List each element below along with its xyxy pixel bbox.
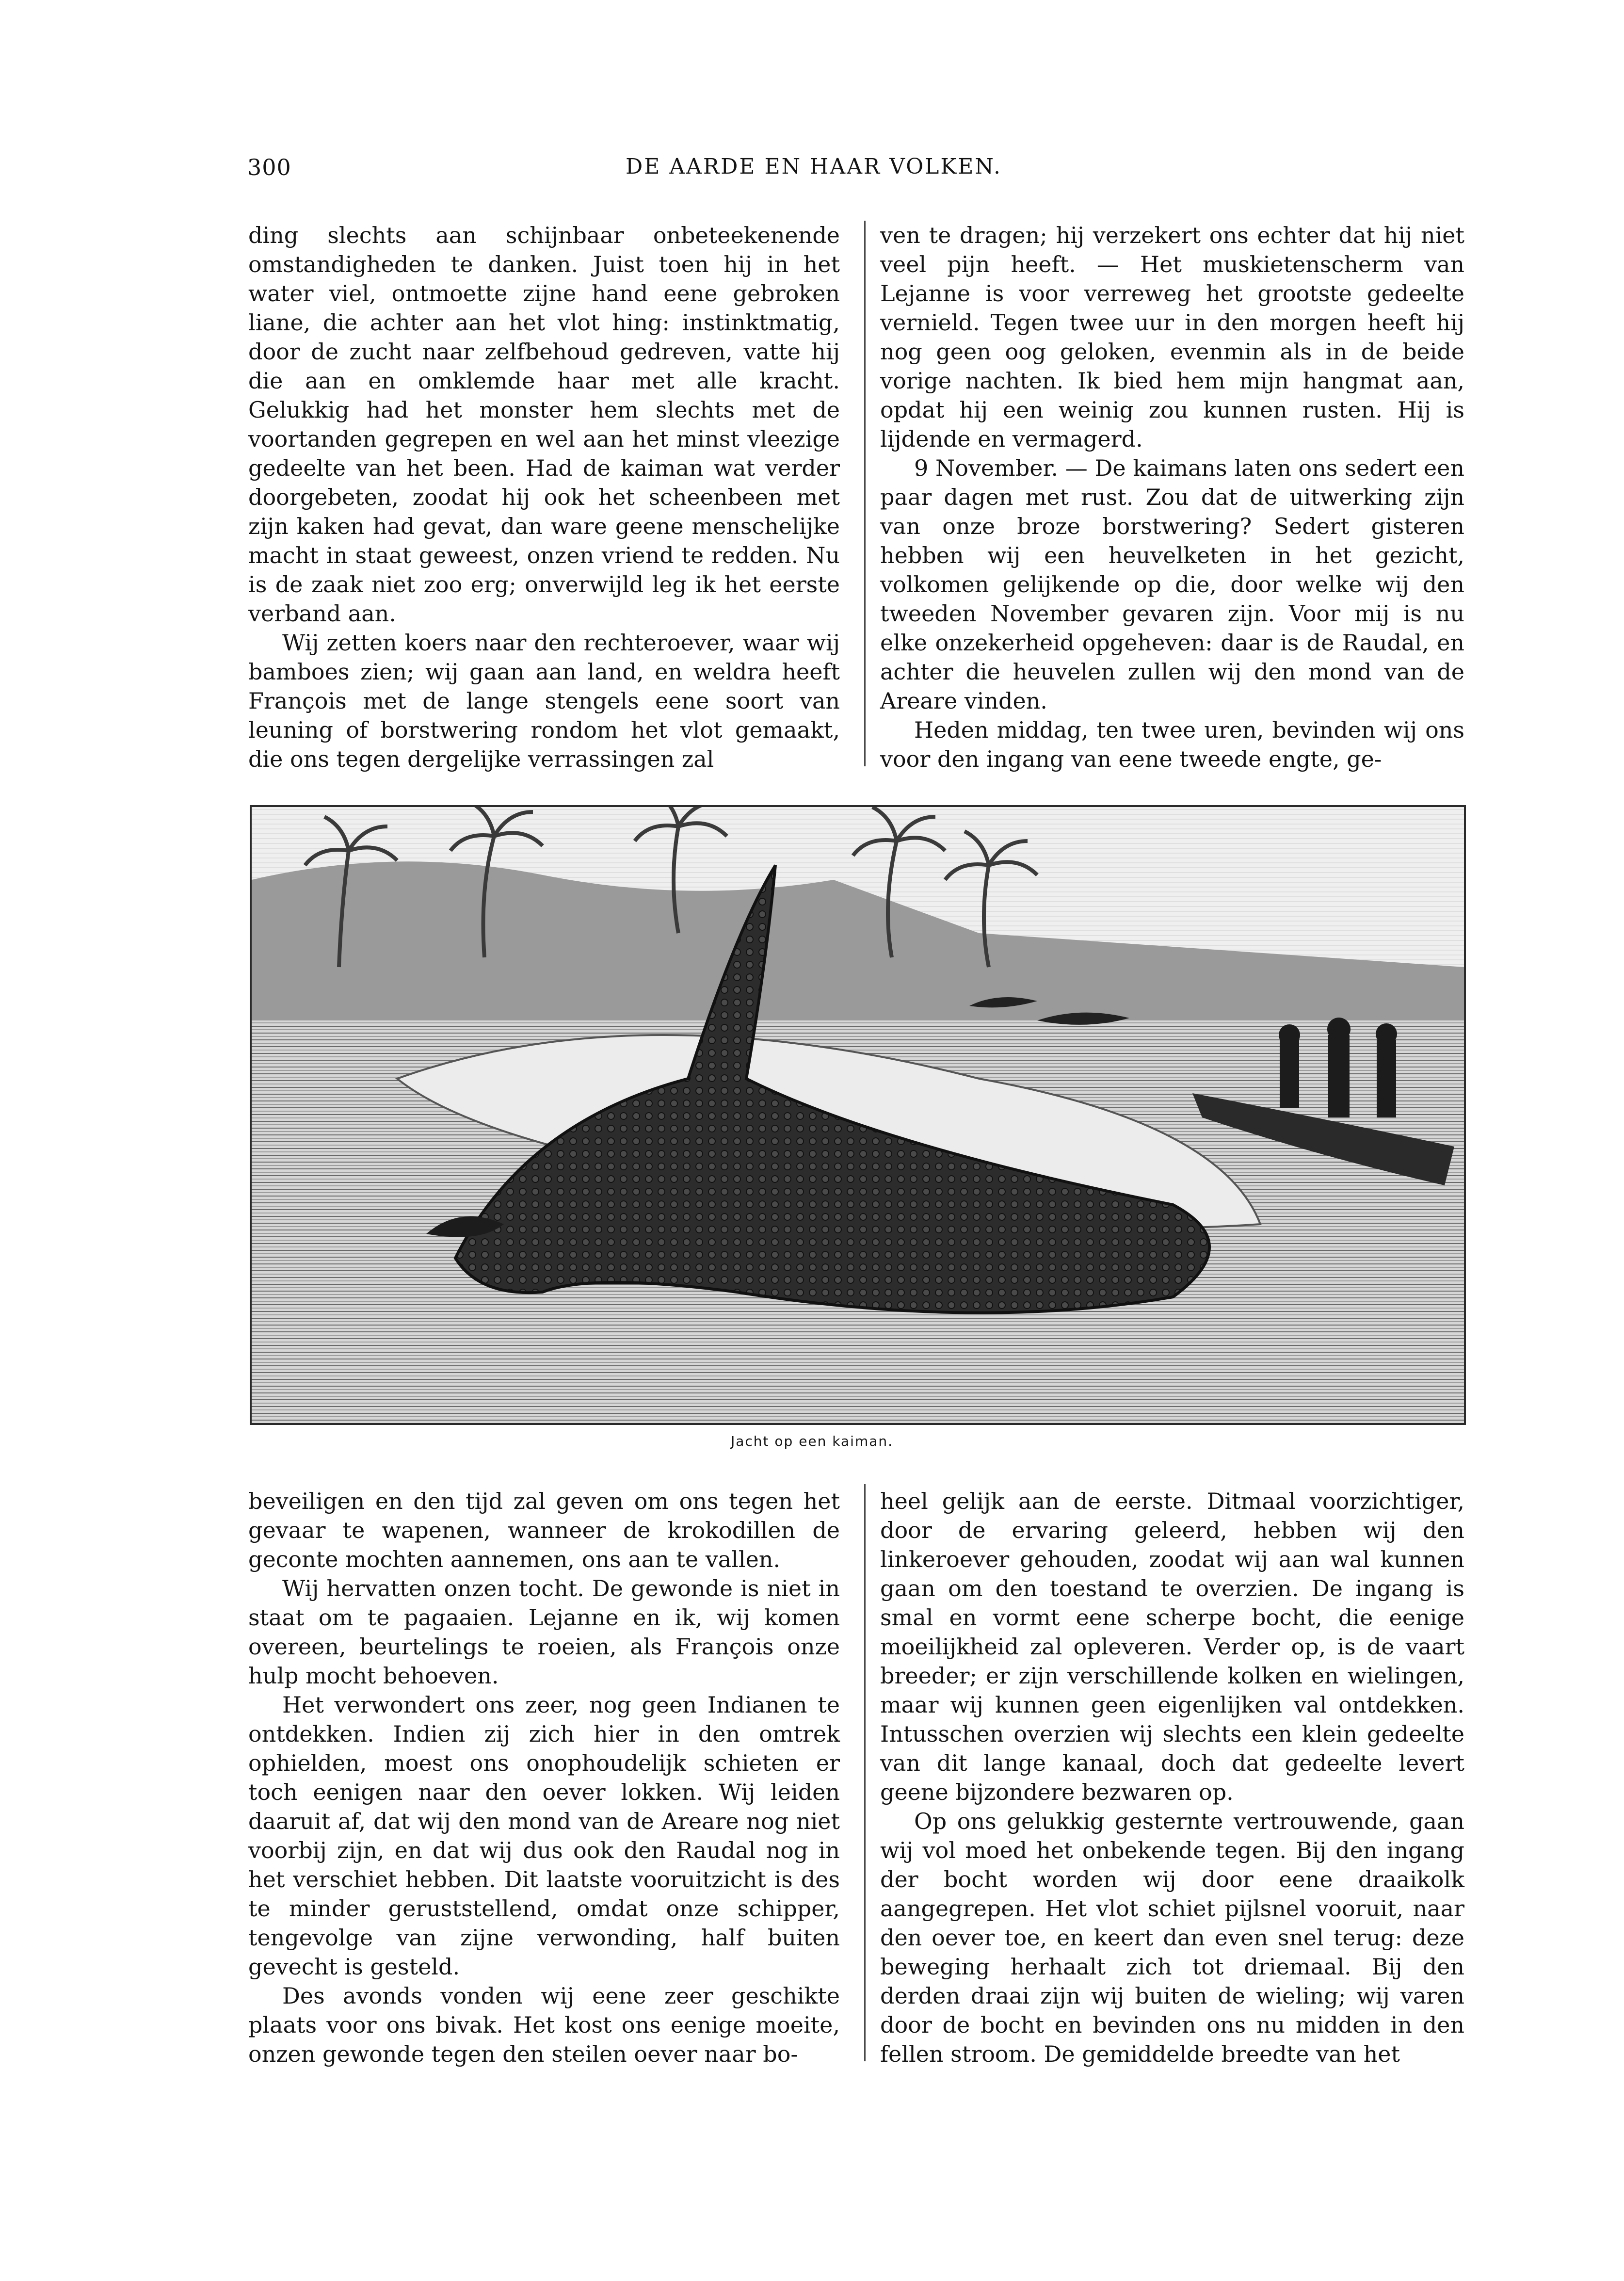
kaiman-engraving xyxy=(252,807,1464,1423)
paragraph: ding slechts aan schijnbaar onbeteekenende omstandigheden te danken. Juist toen hij in het water viel, ontmoette zijne hand eene gebroken liane, die achter aan het vlot hing: instinktmatig, door de zucht naar zelfbehoud gedreven, vatte hij die aan en omklemde haar met alle kracht. Gelukkig had het monster hem slechts met de voortanden gegrepen en wel aan het minst vleezige gedeelte van het been. Had de kaiman wat verder doorgebeten, zoodat hij ook het scheenbeen met zijn kaken had gevat, dan ware geene menschelijke macht in staat geweest, onzen vriend te redden. Nu is de zaak niet zoo erg; onverwijld leg ik het eerste verband aan. xyxy=(248,222,840,627)
paragraph: Wij hervatten onzen tocht. De gewonde is niet in staat om te pagaaien. Lejanne en ik, wij komen overeen, beurtelings te roeien, als François onze hulp mocht behoeven. xyxy=(248,1575,840,1689)
paragraph: beveiligen en den tijd zal geven om ons tegen het gevaar te wapenen, wanneer de krokodillen de geconte mochten aannemen, ons aan te vallen. xyxy=(248,1488,840,1572)
paragraph: 9 November. — De kaimans laten ons sedert een paar dagen met rust. Zou dat de uitwerking zijn van onze broze borstwering? Sedert gisteren hebben wij een heuvelketen in het gezicht, volkomen gelijkende op die, door welke wij den tweeden November gevaren zijn. Voor mij is nu elke onzekerheid opgeheven: daar is de Raudal, en achter die heuvelen zullen wij den mond van de Areare vinden. xyxy=(880,455,1464,714)
paragraph: Op ons gelukkig gesternte vertrouwende, gaan wij vol moed het onbekende tegen. Bij den ingang der bocht worden wij door eene draaikolk aangegrepen. Het vlot schiet pijlsnel vooruit, naar den oever toe, en keert dan even snel terug: deze beweging herhaalt zich tot driemaal. Bij den derden draai zijn wij buiten de wieling; wij varen door de bocht en bevinden ons nu midden in den fellen stroom. De gemiddelde breedte van het xyxy=(880,1808,1464,2067)
bottom-right-column xyxy=(880,1487,1464,2069)
page-number: 300 xyxy=(247,154,291,180)
top-right-column xyxy=(880,221,1464,774)
illustration-caption: Jacht op een kaiman. xyxy=(730,1433,894,1449)
paragraph: heel gelijk aan de eerste. Ditmaal voorzichtiger, door de ervaring geleerd, hebben wij den linkeroever gehouden, zoodat wij aan wal kunnen gaan om den toestand te overzien. De ingang is smal en vormt eene scherpe bocht, die eenige moeilijkheid zal opleveren. Verder op, is de vaart breeder; er zijn verschillende kolken en wielingen, maar wij kunnen geen eigenlijken val ontdekken. Intusschen overzien wij slechts een klein gedeelte van dit lange kanaal, doch dat gedeelte levert geene bijzondere bezwaren op. xyxy=(880,1488,1464,1805)
running-head xyxy=(0,154,1624,188)
paragraph: Het verwondert ons zeer, nog geen Indianen te ontdekken. Indien zij zich hier in den omtrek ophielden, moest ons onophoudelijk schieten er toch eenigen naar den oever lokken. Wij leiden daaruit af, dat wij den mond van de Areare nog niet voorbij zijn, en dat wij dus ook den Raudal nog in het verschiet hebben. Dit laatste vooruitzicht is des te minder geruststellend, omdat onze schipper, tengevolge van zijne verwonding, half buiten gevecht is gesteld. xyxy=(248,1692,840,1980)
paragraph: ven te dragen; hij verzekert ons echter dat hij niet veel pijn heeft. — Het muskietenscherm van Lejanne is voor verreweg het grootste gedeelte vernield. Tegen twee uur in den morgen heeft hij nog geen oog geloken, evenmin als in de beide vorige nachten. Ik bied hem mijn hangmat aan, opdat hij een weinig zou kunnen rusten. Hij is lijdende en vermagerd. xyxy=(880,222,1464,452)
engraving-plate xyxy=(250,805,1466,1425)
paragraph: Wij zetten koers naar den rechteroever, waar wij bamboes zien; wij gaan aan land, en weldra heeft François met de lange stengels eene soort van leuning of borstwering rondom het vlot gemaakt, die ons tegen dergelijke verrassingen zal xyxy=(248,630,840,772)
paragraph: Heden middag, ten twee uren, bevinden wij ons voor den ingang van eene tweede engte, ge- xyxy=(880,717,1464,772)
top-left-column xyxy=(248,221,840,774)
column-rule xyxy=(864,1484,866,2061)
bottom-left-column xyxy=(248,1487,840,2069)
column-rule xyxy=(864,221,866,766)
paragraph: Des avonds vonden wij eene zeer geschikte plaats voor ons bivak. Het kost ons eenige moeite, onzen gewonde tegen den steilen oever naar bo- xyxy=(248,1983,840,2067)
running-title: DE AARDE EN HAAR VOLKEN. xyxy=(626,154,1002,179)
